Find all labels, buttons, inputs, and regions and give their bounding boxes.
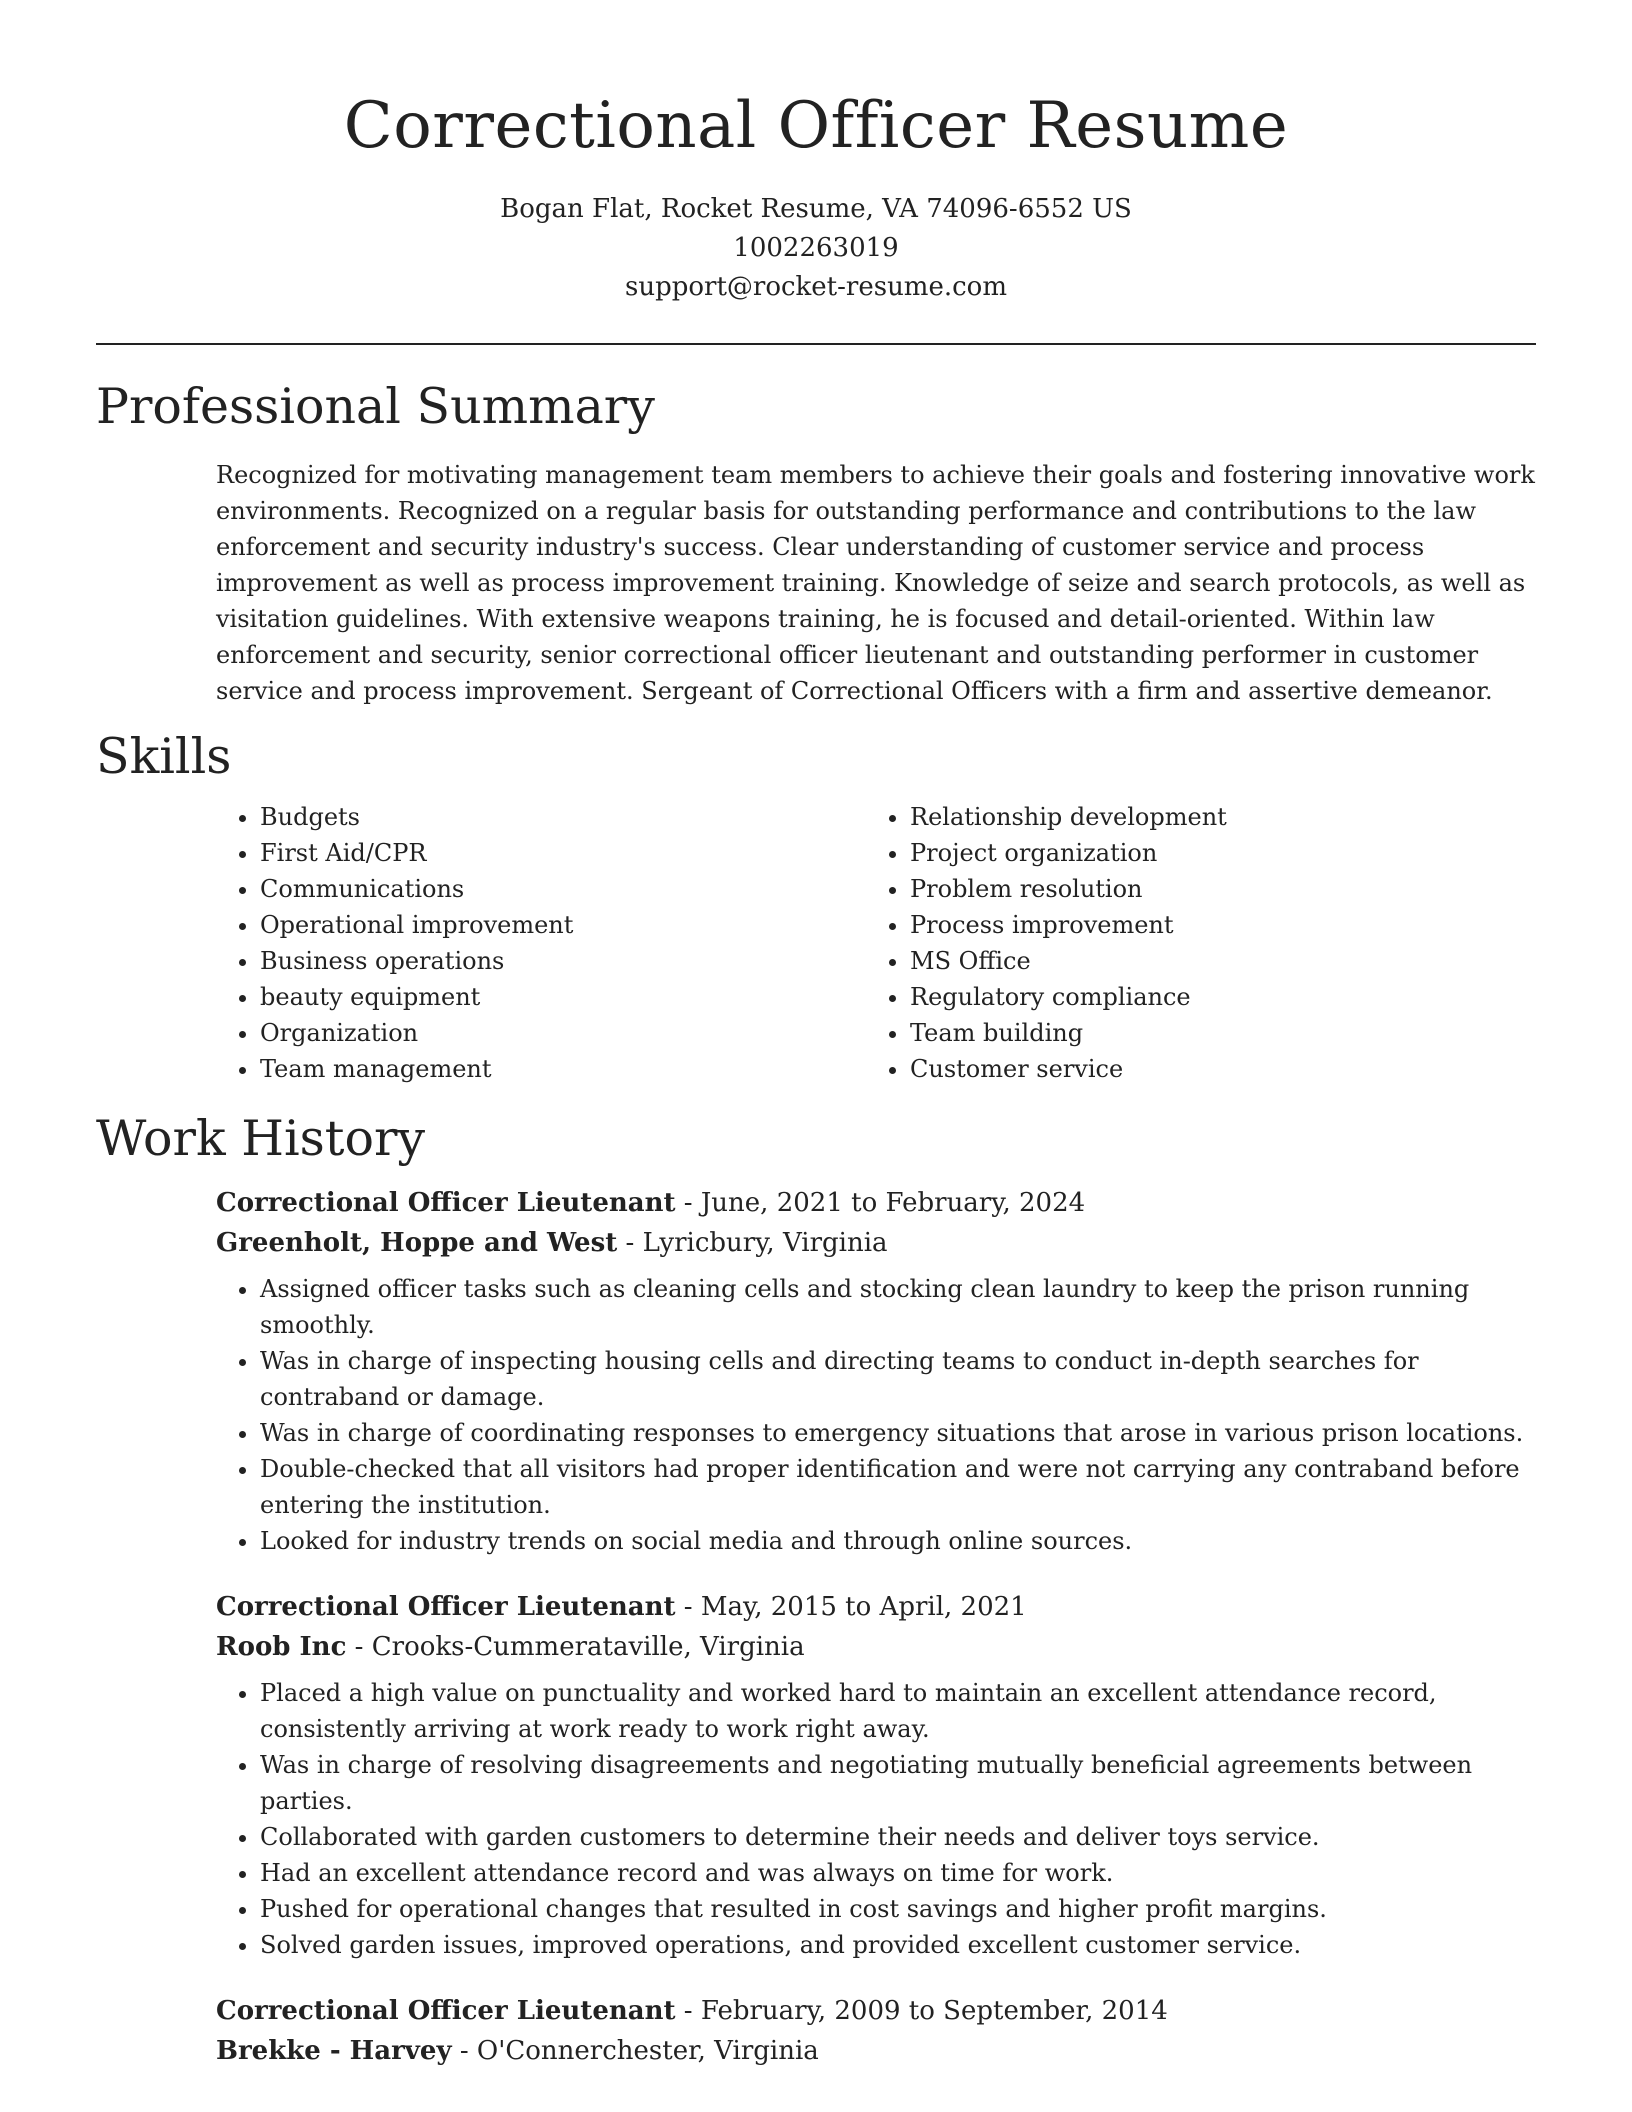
job-dates: June, 2021 to February, 2024 — [700, 1188, 1086, 1218]
job-title-line: Correctional Officer Lieutenant - February, 2009 to September, 2014 — [216, 1996, 1168, 2026]
contact-address: Bogan Flat, Rocket Resume, VA 74096-6552 US — [500, 194, 1132, 224]
job-entry — [216, 1183, 1536, 1559]
skills-heading: Skills — [96, 728, 232, 785]
job-company: Greenholt, Hoppe and West — [216, 1228, 618, 1258]
job-company-line: Brekke - Harvey - O'Connerchester, Virginia — [216, 2036, 819, 2066]
job-duty: • Collaborated with garden customers to determine their needs and deliver toys service. — [260, 1819, 1536, 1855]
job-entry — [216, 1587, 1536, 1963]
skill-item: • Organization — [260, 1015, 866, 1051]
job-duty: • Was in charge of resolving disagreements and negotiating mutually beneficial agreements between parties. — [260, 1747, 1536, 1819]
job-duties — [216, 1675, 1536, 1963]
skill-item: • Problem resolution — [910, 871, 1516, 907]
skill-item: • First Aid/CPR — [260, 835, 866, 871]
job-duty: • Solved garden issues, improved operations, and provided excellent customer service. — [260, 1927, 1536, 1963]
work-history-heading: Work History — [96, 1110, 426, 1167]
job-duty: • Was in charge of coordinating responses to emergency situations that arose in various prison locations. — [260, 1415, 1536, 1451]
contact-block — [96, 190, 1536, 307]
skill-item: • Budgets — [260, 799, 866, 835]
skill-item: • MS Office — [910, 943, 1516, 979]
job-location: O'Connerchester, Virginia — [476, 2036, 819, 2066]
skill-item: • Regulatory compliance — [910, 979, 1516, 1015]
resume-title: Correctional Officer Resume — [343, 89, 1289, 163]
summary-heading: Professional Summary — [96, 378, 655, 435]
job-location: Lyricbury, Virginia — [642, 1228, 888, 1258]
skill-item: • Relationship development — [910, 799, 1516, 835]
job-title: Correctional Officer Lieutenant — [216, 1592, 676, 1622]
job-duty: • Double-checked that all visitors had proper identification and were not carrying any contraband before entering the institution. — [260, 1451, 1536, 1523]
skill-item: • Process improvement — [910, 907, 1516, 943]
contact-email[interactable]: support@rocket-resume.com — [624, 272, 1007, 302]
job-duty: • Had an excellent attendance record and was always on time for work. — [260, 1855, 1536, 1891]
skills-column-right — [866, 799, 1516, 1087]
job-duty: • Was in charge of inspecting housing cells and directing teams to conduct in-depth searches for contraband or damage. — [260, 1343, 1536, 1415]
job-company-line: Roob Inc - Crooks-Cummerataville, Virginia — [216, 1632, 805, 1662]
skill-item: • Business operations — [260, 943, 866, 979]
skill-item: • Project organization — [910, 835, 1516, 871]
skill-item: • Operational improvement — [260, 907, 866, 943]
job-title-line: Correctional Officer Lieutenant - June, 2021 to February, 2024 — [216, 1188, 1086, 1218]
skill-item: • Communications — [260, 871, 866, 907]
skill-item: • Team building — [910, 1015, 1516, 1051]
resume-page — [96, 0, 1536, 2071]
skills-list — [216, 799, 1536, 1087]
skill-item: • beauty equipment — [260, 979, 866, 1015]
contact-phone: 1002263019 — [733, 233, 899, 263]
skill-item: • Customer service — [910, 1051, 1516, 1087]
job-title: Correctional Officer Lieutenant — [216, 1188, 676, 1218]
job-dates: May, 2015 to April, 2021 — [700, 1592, 1027, 1622]
job-duty: • Placed a high value on punctuality and worked hard to maintain an excellent attendance record, consistently arriving at work ready to work right away. — [260, 1675, 1536, 1747]
job-duties — [216, 1271, 1536, 1559]
job-location: Crooks-Cummerataville, Virginia — [371, 1632, 805, 1662]
job-dates: February, 2009 to September, 2014 — [700, 1996, 1168, 2026]
job-duty: • Pushed for operational changes that resulted in cost savings and higher profit margins. — [260, 1891, 1536, 1927]
job-company: Brekke - Harvey — [216, 2036, 452, 2066]
job-title: Correctional Officer Lieutenant — [216, 1996, 676, 2026]
job-entry — [216, 1991, 1536, 2071]
summary-text: Recognized for motivating management team members to achieve their goals and fostering innovative work environments. Recognized on a regular basis for outstanding performance and contributions to the law enforcement and security industry's success. Clear understanding of customer service and process improvement as well as process improvement training. Knowledge of seize and search protocols, as well as visitation guidelines. With extensive weapons training, he is focused and detail-oriented. Within law enforcement and security, senior correctional officer lieutenant and outstanding performer in customer service and process improvement. Sergeant of Correctional Officers with a firm and assertive demeanor. — [216, 461, 1535, 705]
job-duty: • Assigned officer tasks such as cleaning cells and stocking clean laundry to keep the prison running smoothly. — [260, 1271, 1536, 1343]
job-company-line: Greenholt, Hoppe and West - Lyricbury, Virginia — [216, 1228, 888, 1258]
job-company: Roob Inc — [216, 1632, 347, 1662]
skill-item: • Team management — [260, 1051, 866, 1087]
header-divider — [96, 343, 1536, 345]
skills-column-left — [216, 799, 866, 1087]
job-duty: • Looked for industry trends on social media and through online sources. — [260, 1523, 1536, 1559]
job-title-line: Correctional Officer Lieutenant - May, 2015 to April, 2021 — [216, 1592, 1027, 1622]
